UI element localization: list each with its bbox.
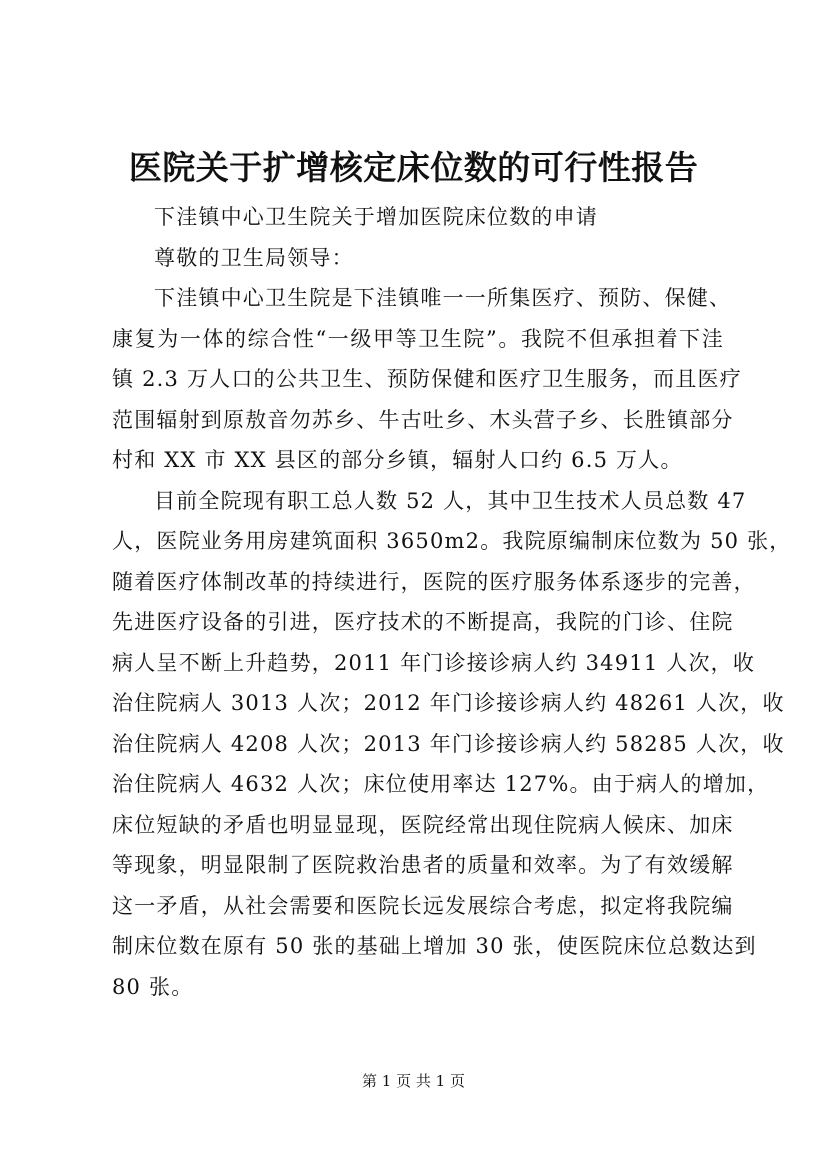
body-line: 制床位数在原有 50 张的基础上增加 30 张，使医院床位总数达到 <box>112 934 757 958</box>
body-line: 下洼镇中心卫生院关于增加医院床位数的申请 <box>154 205 598 229</box>
body-line: 治住院病人 4208 人次；2013 年门诊接诊病人约 58285 人次，收 <box>112 731 785 756</box>
body-line: 镇 2.3 万人口的公共卫生、预防保健和医疗卫生服务，而且医疗 <box>112 367 742 391</box>
body-line: 范围辐射到原敖音勿苏乡、牛古吐乡、木头营子乡、长胜镇部分 <box>112 407 734 432</box>
body-line: 康复为一体的综合性“一级甲等卫生院”。我院不但承担着下洼 <box>112 326 724 351</box>
page-footer: 第 1 页 共 1 页 <box>362 1072 465 1090</box>
body-line: 先进医疗设备的引进，医疗技术的不断提高，我院的门诊、住院 <box>112 610 734 634</box>
document-body <box>112 197 792 1007</box>
body-line: 村和 XX 市 XX 县区的部分乡镇，辐射人口约 6.5 万人。 <box>112 448 683 472</box>
body-line: 尊敬的卫生局领导： <box>154 245 354 270</box>
body-line: 治住院病人 4632 人次；床位使用率达 127%。由于病人的增加， <box>112 772 770 796</box>
body-line: 等现象，明显限制了医院救治患者的质量和效率。为了有效缓解 <box>112 853 734 877</box>
body-line: 病人呈不断上升趋势，2011 年门诊接诊病人约 34911 人次，收 <box>112 650 756 675</box>
body-line: 80 张。 <box>112 974 194 999</box>
body-line: 人，医院业务用房建筑面积 3650m2。我院原编制床位数为 50 张， <box>112 529 792 553</box>
body-line: 床位短缺的矛盾也明显显现，医院经常出现住院病人候床、加床 <box>112 812 734 837</box>
body-line: 治住院病人 3013 人次；2012 年门诊接诊病人约 48261 人次，收 <box>112 691 785 715</box>
body-line: 这一矛盾，从社会需要和医院长远发展综合考虑，拟定将我院编 <box>112 893 734 918</box>
body-line: 下洼镇中心卫生院是下洼镇唯一一所集医疗、预防、保健、 <box>154 286 732 310</box>
body-line: 目前全院现有职工总人数 52 人，其中卫生技术人员总数 47 <box>154 488 747 513</box>
document-title: 医院关于扩增核定床位数的可行性报告 <box>128 148 699 187</box>
body-line: 随着医疗体制改革的持续进行，医院的医疗服务体系逐步的完善， <box>112 569 756 594</box>
